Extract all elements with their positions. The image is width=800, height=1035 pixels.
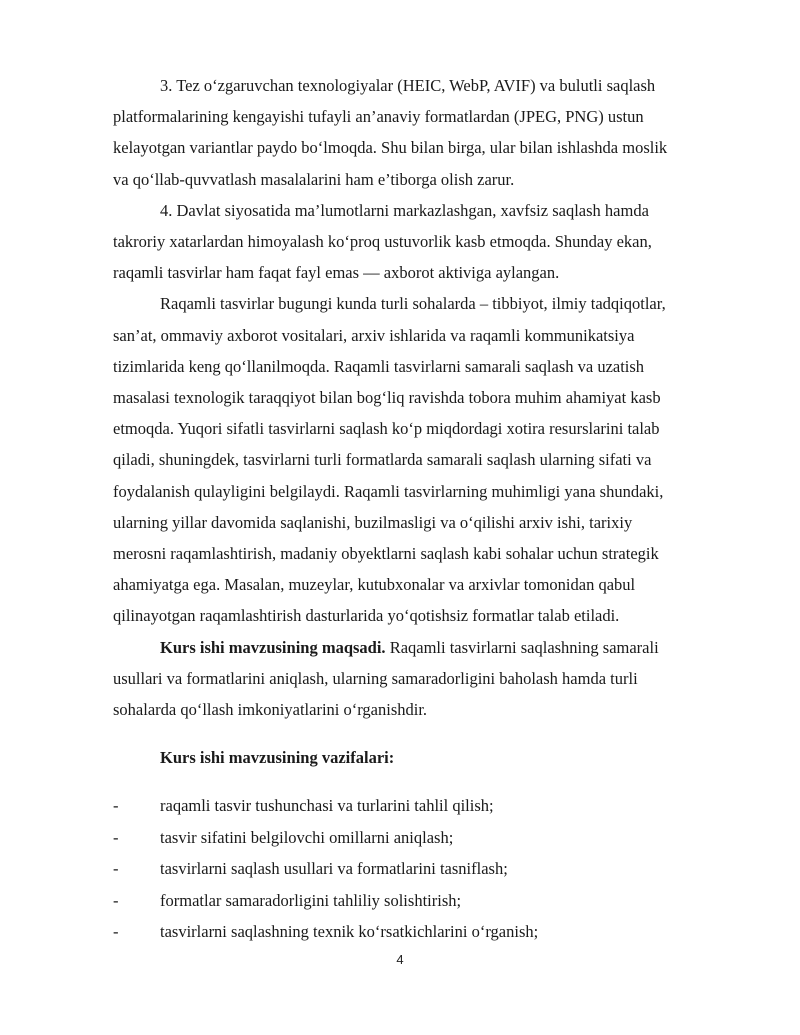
goal-lead-bold: Kurs ishi mavzusining maqsadi. bbox=[160, 637, 386, 657]
text-line: 3. Tez o‘zgaruvchan texnologiyalar (HEIC, WebP, AVIF) va bulutli saqlash bbox=[160, 76, 656, 95]
text-line: Raqamli tasvirlar bugungi kunda turli sohalarda – tibbiyot, ilmiy tadqiqotlar, bbox=[160, 294, 666, 314]
dash-bullet: - bbox=[113, 796, 119, 815]
paragraph-item-3 bbox=[113, 70, 733, 195]
dash-bullet: - bbox=[113, 922, 119, 941]
text-line: tizimlarida keng qo‘llanilmoqda. Raqamli tasvirlarni samarali saqlash va uzatish bbox=[113, 356, 645, 376]
text-line: sohalarda qo‘llash imkoniyatlarini o‘rganishdir. bbox=[113, 700, 428, 719]
list-item-text: tasvir sifatini belgilovchi omillarni aniqlash; bbox=[160, 827, 454, 847]
list-item-text: tasvirlarni saqlash usullari va formatlarini tasniflash; bbox=[160, 859, 508, 878]
text-line bbox=[113, 632, 733, 663]
text-line: ularning yillar davomida saqlanishi, buzilmasligi va o‘qilishi arxiv ishi, tarixiy bbox=[113, 512, 633, 532]
list-item-text: tasvirlarni saqlashning texnik ko‘rsatkichlarini o‘rganish; bbox=[160, 922, 539, 941]
text-line: 4. Davlat siyosatida ma’lumotlarni markazlashgan, xavfsiz saqlash hamda bbox=[160, 200, 649, 220]
text-line: raqamli tasvirlar ham faqat fayl emas — axborot aktiviga aylangan. bbox=[113, 263, 560, 283]
list-item-text: formatlar samaradorligini tahliliy solishtirish; bbox=[160, 890, 462, 910]
text-line: takroriy xatarlardan himoyalash ko‘proq ustuvorlik kasb etmoqda. Shunday ekan, bbox=[113, 232, 652, 251]
text-line: usullari va formatlarini aniqlash, ularning samaradorligini baholash hamda turli bbox=[113, 668, 638, 688]
text-line: ahamiyatga ega. Masalan, muzeylar, kutubxonalar va arxivlar tomonidan qabul bbox=[113, 575, 636, 595]
text-line: foydalanish qulayligini belgilaydi. Raqamli tasvirlarning muhimligi yana shundaki, bbox=[113, 481, 664, 501]
tasks-heading: Kurs ishi mavzusining vazifalari: bbox=[160, 748, 395, 767]
dash-bullet: - bbox=[113, 890, 119, 910]
goal-lead-rest: Raqamli tasvirlarni saqlashning samarali bbox=[385, 637, 659, 657]
text-line: san’at, ommaviy axborot vositalari, arxiv ishlarida va raqamli kommunikatsiya bbox=[113, 325, 635, 345]
text-line: va qo‘llab-quvvatlash masalalarini ham e’tiborga olish zarur. bbox=[113, 169, 515, 189]
paragraph-item-4 bbox=[113, 195, 733, 289]
text-line: merosni raqamlashtirish, madaniy obyektlarni saqlash kabi sohalar uchun strategik bbox=[113, 544, 659, 564]
dash-bullet: - bbox=[113, 859, 119, 878]
text-line: etmoqda. Yuqori sifatli tasvirlarni saqlash ko‘p miqdordagi xotira resurslarini talab bbox=[113, 419, 660, 439]
text-line: kelayotgan variantlar paydo bo‘lmoqda. Shu bilan birga, ular bilan ishlashda moslik bbox=[113, 138, 668, 158]
text-line: qilinayotgan raqamlashtirish dasturlarida yo‘qotishsiz formatlar talab etiladi. bbox=[113, 606, 620, 626]
text-line: qiladi, shuningdek, tasvirlarni turli formatlarda samarali saqlash ularning sifati va bbox=[113, 450, 652, 470]
page-number: 4 bbox=[396, 952, 404, 967]
paragraph-digital-images bbox=[113, 288, 733, 631]
text-line: platformalarining kengayishi tufayli an’anaviy formatlardan (JPEG, PNG) ustun bbox=[113, 107, 644, 127]
dash-bullet: - bbox=[113, 827, 119, 847]
paragraph-course-goal bbox=[113, 632, 733, 726]
text-line: masalasi texnologik taraqqiyot bilan bog‘liq ravishda tobora muhim ahamiyat kasb bbox=[113, 388, 661, 407]
list-item-text: raqamli tasvir tushunchasi va turlarini tahlil qilish; bbox=[160, 796, 494, 815]
